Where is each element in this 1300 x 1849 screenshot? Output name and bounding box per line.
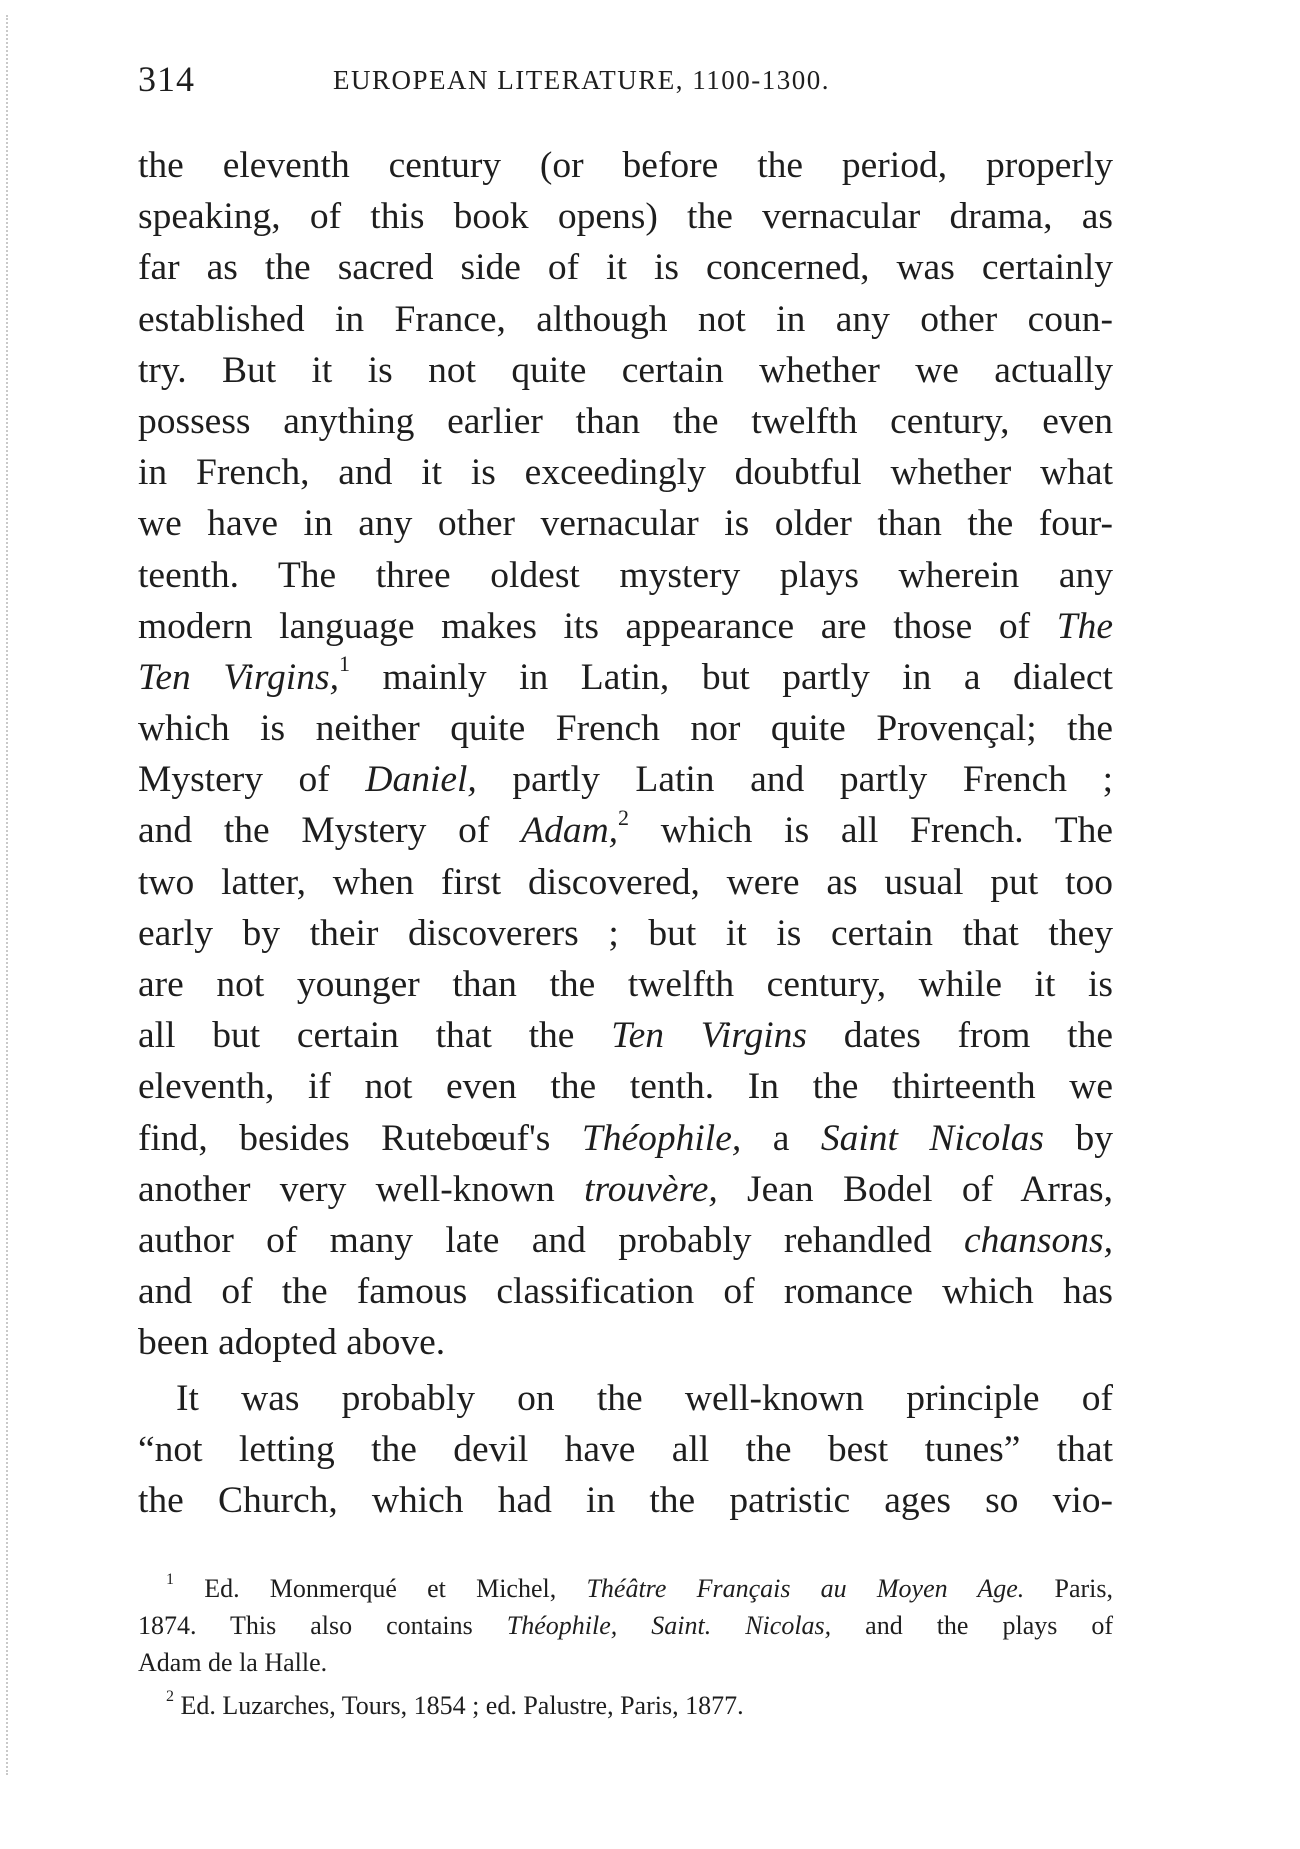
italic-title: Théâtre Français au Moyen Age.	[586, 1574, 1025, 1603]
text-line: eleventh, if not even the tenth. In the thirteenth we	[138, 1066, 1113, 1108]
footnote-marker: 1	[166, 1571, 174, 1589]
text-line: the Church, which had in the patristic ages so vio-	[138, 1479, 1113, 1521]
italic-title: The	[1056, 605, 1113, 647]
page-number: 314	[138, 59, 195, 99]
text-line: It was probably on the well-known principle of	[176, 1377, 1113, 1419]
text-line: speaking, of this book opens) the vernacular drama, as	[138, 196, 1113, 238]
text-line: in French, and it is exceedingly doubtful whether what	[138, 452, 1113, 494]
footnote-ref: 2	[618, 804, 630, 830]
italic-title: Théophile, Saint. Nicolas,	[506, 1611, 832, 1640]
italic-title: Ten Virgins	[611, 1015, 807, 1057]
footnote-2: $^2$ Ed. Luzarches, Tours, 1854 ; ed. Palustre, Paris, 1877.	[166, 1688, 744, 1720]
text-line: and of the famous classification of romance which has	[138, 1271, 1113, 1313]
text-line: Ten Virgins,$^1$ mainly in Latin, but partly in a dialect	[138, 651, 1113, 698]
italic-title: Ten Virgins,	[138, 656, 339, 698]
footnote-1-line: Adam de la Halle.	[138, 1648, 328, 1677]
text-line: which is neither quite French nor quite Provençal; the	[138, 708, 1113, 750]
text-line: modern language makes its appearance are those of The	[138, 605, 1113, 647]
text-line: teenth. The three oldest mystery plays wherein any	[138, 554, 1113, 596]
footnote-1: $^1$ Ed. Monmerqué et Michel, Théâtre Français au Moyen Age. Paris,	[166, 1571, 1113, 1603]
text-line: author of many late and probably rehandled chansons,	[138, 1219, 1113, 1261]
text-line: possess anything earlier than the twelfth century, even	[138, 400, 1113, 442]
italic-term: trouvère,	[584, 1168, 718, 1210]
text-line: try. But it is not quite certain whether we actually	[138, 349, 1113, 391]
italic-title: Adam,	[521, 810, 619, 852]
italic-title: Théophile,	[581, 1117, 742, 1159]
text-line: another very well-known trouvère, Jean Bodel of Arras,	[138, 1168, 1113, 1210]
text-line: are not younger than the twelfth century, while it is	[138, 964, 1113, 1005]
text-line: and the Mystery of Adam,$^2$ which is all French. The	[138, 804, 1113, 852]
italic-term: chansons,	[964, 1219, 1113, 1261]
body-text	[138, 140, 1113, 1526]
running-title: EUROPEAN LITERATURE, 1100-1300.	[333, 65, 830, 95]
footnote-ref: 1	[338, 651, 350, 677]
footnote-marker: 2	[166, 1688, 174, 1706]
text-line: Mystery of Daniel, partly Latin and partly French ;	[138, 759, 1113, 801]
italic-title: Saint Nicolas	[820, 1117, 1045, 1159]
running-head	[138, 58, 1118, 108]
margin-dotted-line	[6, 15, 10, 1775]
text-line: early by their discoverers ; but it is certain that they	[138, 912, 1113, 954]
text-line: we have in any other vernacular is older than the four-	[138, 503, 1113, 545]
text-line: “not letting the devil have all the best tunes” that	[138, 1428, 1113, 1470]
text-line: all but certain that the Ten Virgins dates from the	[138, 1015, 1113, 1057]
text-line: far as the sacred side of it is concerned, was certainly	[138, 247, 1113, 289]
text-line: two latter, when first discovered, were as usual put too	[138, 861, 1113, 903]
text-line: find, besides Rutebœuf's Théophile, a Saint Nicolas by	[138, 1117, 1113, 1159]
text-line: been adopted above.	[138, 1322, 446, 1364]
text-line: the eleventh century (or before the period, properly	[138, 145, 1113, 186]
footnotes	[138, 1570, 1113, 1724]
footnote-1-line: 1874. This also contains Théophile, Saint. Nicolas, and the plays of	[138, 1611, 1114, 1640]
italic-title: Daniel,	[365, 759, 477, 801]
text-line: established in France, although not in any other coun-	[138, 298, 1113, 340]
